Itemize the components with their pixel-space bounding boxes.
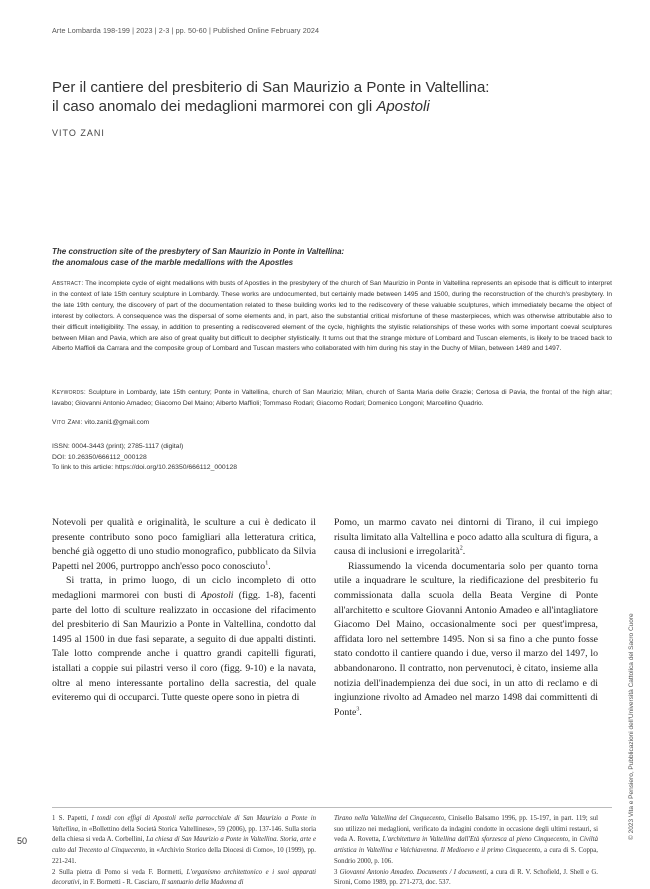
english-title-line-1: The construction site of the presbytery of San Maurizio in Ponte in Valtellina: [52,247,345,256]
journal-header: Arte Lombarda 198-199 | 2023 | 2-3 | pp. 50-60 | Published Online February 2024 [52,26,320,35]
copyright-sidebar: © 2023 Vita e Pensiero, Pubblicazioni dell'Università Cattolica del Sacro Cuore [628,613,635,840]
article-title [52,78,612,116]
footnote-2-continued: Tirano nella Valtellina del Cinquecento, Cinisello Balsamo 1996, pp. 15-197, in part. 119; sul suo utilizzo nei medaglioni, verificato da indagini condotte in occasione degli ultimi restauri, si veda A. Rovetta, L'architettura in Valtellina dall'Età sforzesca al pieno Cinquecento, in Civiltà artistica in Valtellina e Valchiavenna. Il Medioevo e il primo Cinquecento, a cura di S. Coppa, Sondrio 2000, p. 106. [334,815,598,865]
paragraph-text: Riassumendo la vicenda documentaria solo per quanto torna utile a inquadrare le sculture, la riedificazione del presbiterio fu commissionata dalla scuola della Beata Vergine di Ponte all'architetto e scultore Giovanni Antonio Amadeo e all'intagliatore Giacomo Del Maino, occasionalmente soci per quest'impresa, affidata loro nel settembre 1495. Non si sa fino a che punto fosse stato condotto il cantiere quando i due, verso il marzo del 1497, lo abbandonarono. Il contratto, non pervenutoci, è citato, insieme alla notizia dell'inadempienza dei due soci, in un atto di reclamo e di ingiunzione rivolto ad Amadeo nel marzo 1498 dai committenti di Ponte [334,560,598,718]
footnote-ref[interactable]: 2 [459,545,463,552]
footnote-divider [52,807,612,808]
body-column-right [334,516,598,720]
paragraph-text: (figg. 1-8), facenti parte del lotto di sculture realizzato in occasione del rifacimento del presbiterio di San Maurizio a Ponte in Valtellina, condotto dal 1495 al 1500 in due fasi separate, a seguito di due appalti distinti. Tale lotto comprende anche i quattro grandi capitelli figurati, istallati a coppie sui pilastri verso il coro (figg. 9-10) e la navata, oltre al meno interessante portalino della sacrestia, del quale eviteremo qui di occuparci. Tutte queste opere sono in pietra di [52,589,316,704]
issn-line: ISSN: 0004-3443 (print); 2785-1117 (digital) [52,443,184,450]
title-line-2 [52,97,612,116]
doi-line: DOI: 10.26350/666112_000128 [52,453,147,461]
article-link[interactable]: To link to this article: https://doi.org/10.26350/666112_000128 [52,464,238,472]
page-number: 50 [17,836,28,846]
title-line-1: Per il cantiere del presbiterio di San Maurizio a Ponte in Valtellina: [52,79,490,96]
english-title-line-2: the anomalous case of the marble medallions with the Apostles [52,258,294,267]
author-name: VITO ZANI [52,128,105,138]
footnote-1: 1 S. Papetti, I tondi con effigi di Apostoli nella parrocchiale di San Maurizio a Ponte in Valtellina, in «Bollettino della Società Storica Valtellinese», 59 (2006), pp. 137-146. Sulla storia della chiesa si veda A. Corbellini, La chiesa di San Maurizio a Ponte in Valtellina. Storia, arte e culto dal Trecento al Cinquecento, in «Archivio Storico della Diocesi di Como», 10 (1999), pp. 221-241. [52,815,316,865]
keywords-label: Keywords: [52,389,86,396]
body-paragraph [52,574,316,705]
abstract [52,279,612,355]
email-label: Vito Zani: [52,419,83,426]
title-italic-word: Apostoli [376,98,430,115]
body-column-left [52,516,316,706]
english-title [52,246,612,268]
author-email [52,419,149,426]
italic-term: Apostoli [200,589,234,601]
publication-meta [52,442,237,474]
footnote-2: 2 Sulla pietra di Pomo si veda F. Bormetti, L'organismo architettonico e i suoi apparati decorativi, in F. Bormetti - R. Casciaro, Il santuario della Madonna di [52,868,316,887]
paragraph-text: Pomo, un marmo cavato nei dintorni di Tirano, il cui impiego risulta limitato alla Valtellina e poco adatto alla scultura di figura, a causa di inclusioni e irregolarità [334,517,598,558]
paragraph-text: Si tratta, in primo luogo, di un ciclo incompleto di otto medaglioni marmorei con busti di [52,575,316,601]
abstract-label: Abstract: [52,280,84,287]
footnote-ref[interactable]: 3 [356,706,360,713]
footnotes-right [334,814,598,889]
footnotes-left [52,814,316,889]
body-paragraph: Notevoli per qualità e originalità, le sculture a cui è dedicato il presente contributo sono poco famigliari alla letteratura critica, benché già oggetto di uno studio monografico, pubblicato da Silvia Papetti nel 2006, purtroppo anch'esso poco conosciuto$^1$. [52,517,316,572]
footnote-3: 3 Giovanni Antonio Amadeo. Documents / I documenti, a cura di R. V. Schofield, J. Shell e G. Sironi, Como 1989, pp. 271-273, doc. 537. [334,868,598,887]
keywords [52,388,612,410]
abstract-text: The incomplete cycle of eight medallions with busts of Apostles in the presbytery of the church of San Maurizio in Ponte in Valtellina represents an episode that is difficult to interpret in the context of late 15th century sculpture in Lombardy. These works are undocumented, but certainly made between 1495 and 1500, during the reconstruction of the church's presbytery. In the late 19th century, the discovery of part of the documentation related to these building works led to the rediscovery of these valuable sculptures, which immediately became the object of interest by collectors. A consequence was the dispersal of some elements and, in part, also the substantial critical misfortune of these masterpieces, which was otherwise attributable also to their difficult intelligibility. The essay, in addition to presenting a rediscovered element of the cycle, highlights the stylistic relationships of these works with some important coeval sculptures between Milan and Pavia, which are also of great quality but difficult to decipher stylistically. It turns out that the strange mixture of Lombard and Tuscan elements, is likely to be traced back to Alberto Maffioli da Carrara and the composite group of Lombard and Tuscan masters who collaborated with him during his stay in the Duchy of Milan, between 1489 and 1497. [52,280,612,353]
body-paragraph: Pomo, un marmo cavato nei dintorni di Tirano, il cui impiego risulta limitato alla Valtellina e poco adatto alla scultura di figura, a causa di inclusioni e irregolarità$^2$. [334,517,598,558]
body-paragraph: Riassumendo la vicenda documentaria solo per quanto torna utile a inquadrare le sculture, la riedificazione del presbiterio fu commissionata dalla scuola della Beata Vergine di Ponte all'architetto e scultore Giovanni Antonio Amadeo e all'intagliatore Giacomo Del Maino, occasionalmente soci per quest'impresa, affidata loro nel settembre 1495. Non si sa fino a che punto fosse stato condotto il cantiere quando i due, verso il marzo del 1497, lo abbandonarono. Il contratto, non pervenutoci, è citato, insieme alla notizia dell'inadempienza dei due soci, in un atto di reclamo e di ingiunzione rivolto ad Amadeo nel marzo 1498 dai committenti di Ponte$^3$. [334,560,598,718]
paragraph-text: Notevoli per qualità e originalità, le sculture a cui è dedicato il presente contributo sono poco famigliari alla letteratura critica, benché già oggetto di uno studio monografico, pubblicato da Silvia Papetti nel 2006, purtroppo anch'esso poco conosciuto [52,517,316,572]
title-line-2-text: il caso anomalo dei medaglioni marmorei con gli [52,98,377,115]
email-address-link[interactable]: vito.zani1@gmail.com [84,419,150,426]
footnote-ref[interactable]: 1 [265,560,269,567]
keywords-text: Sculpture in Lombardy, late 15th century; Ponte in Valtellina, church of San Maurizio; Milan, church of Santa Maria delle Grazie; Certosa di Pavia, the frontal of the high altar; lavabo; Giovanni Antonio Amadeo; Giacomo Del Maino; Alberto Maffioli; Tommaso Rodari; Giacomo Rodari; Domenico Longoni; Marcellino Quadrio. [52,389,612,407]
